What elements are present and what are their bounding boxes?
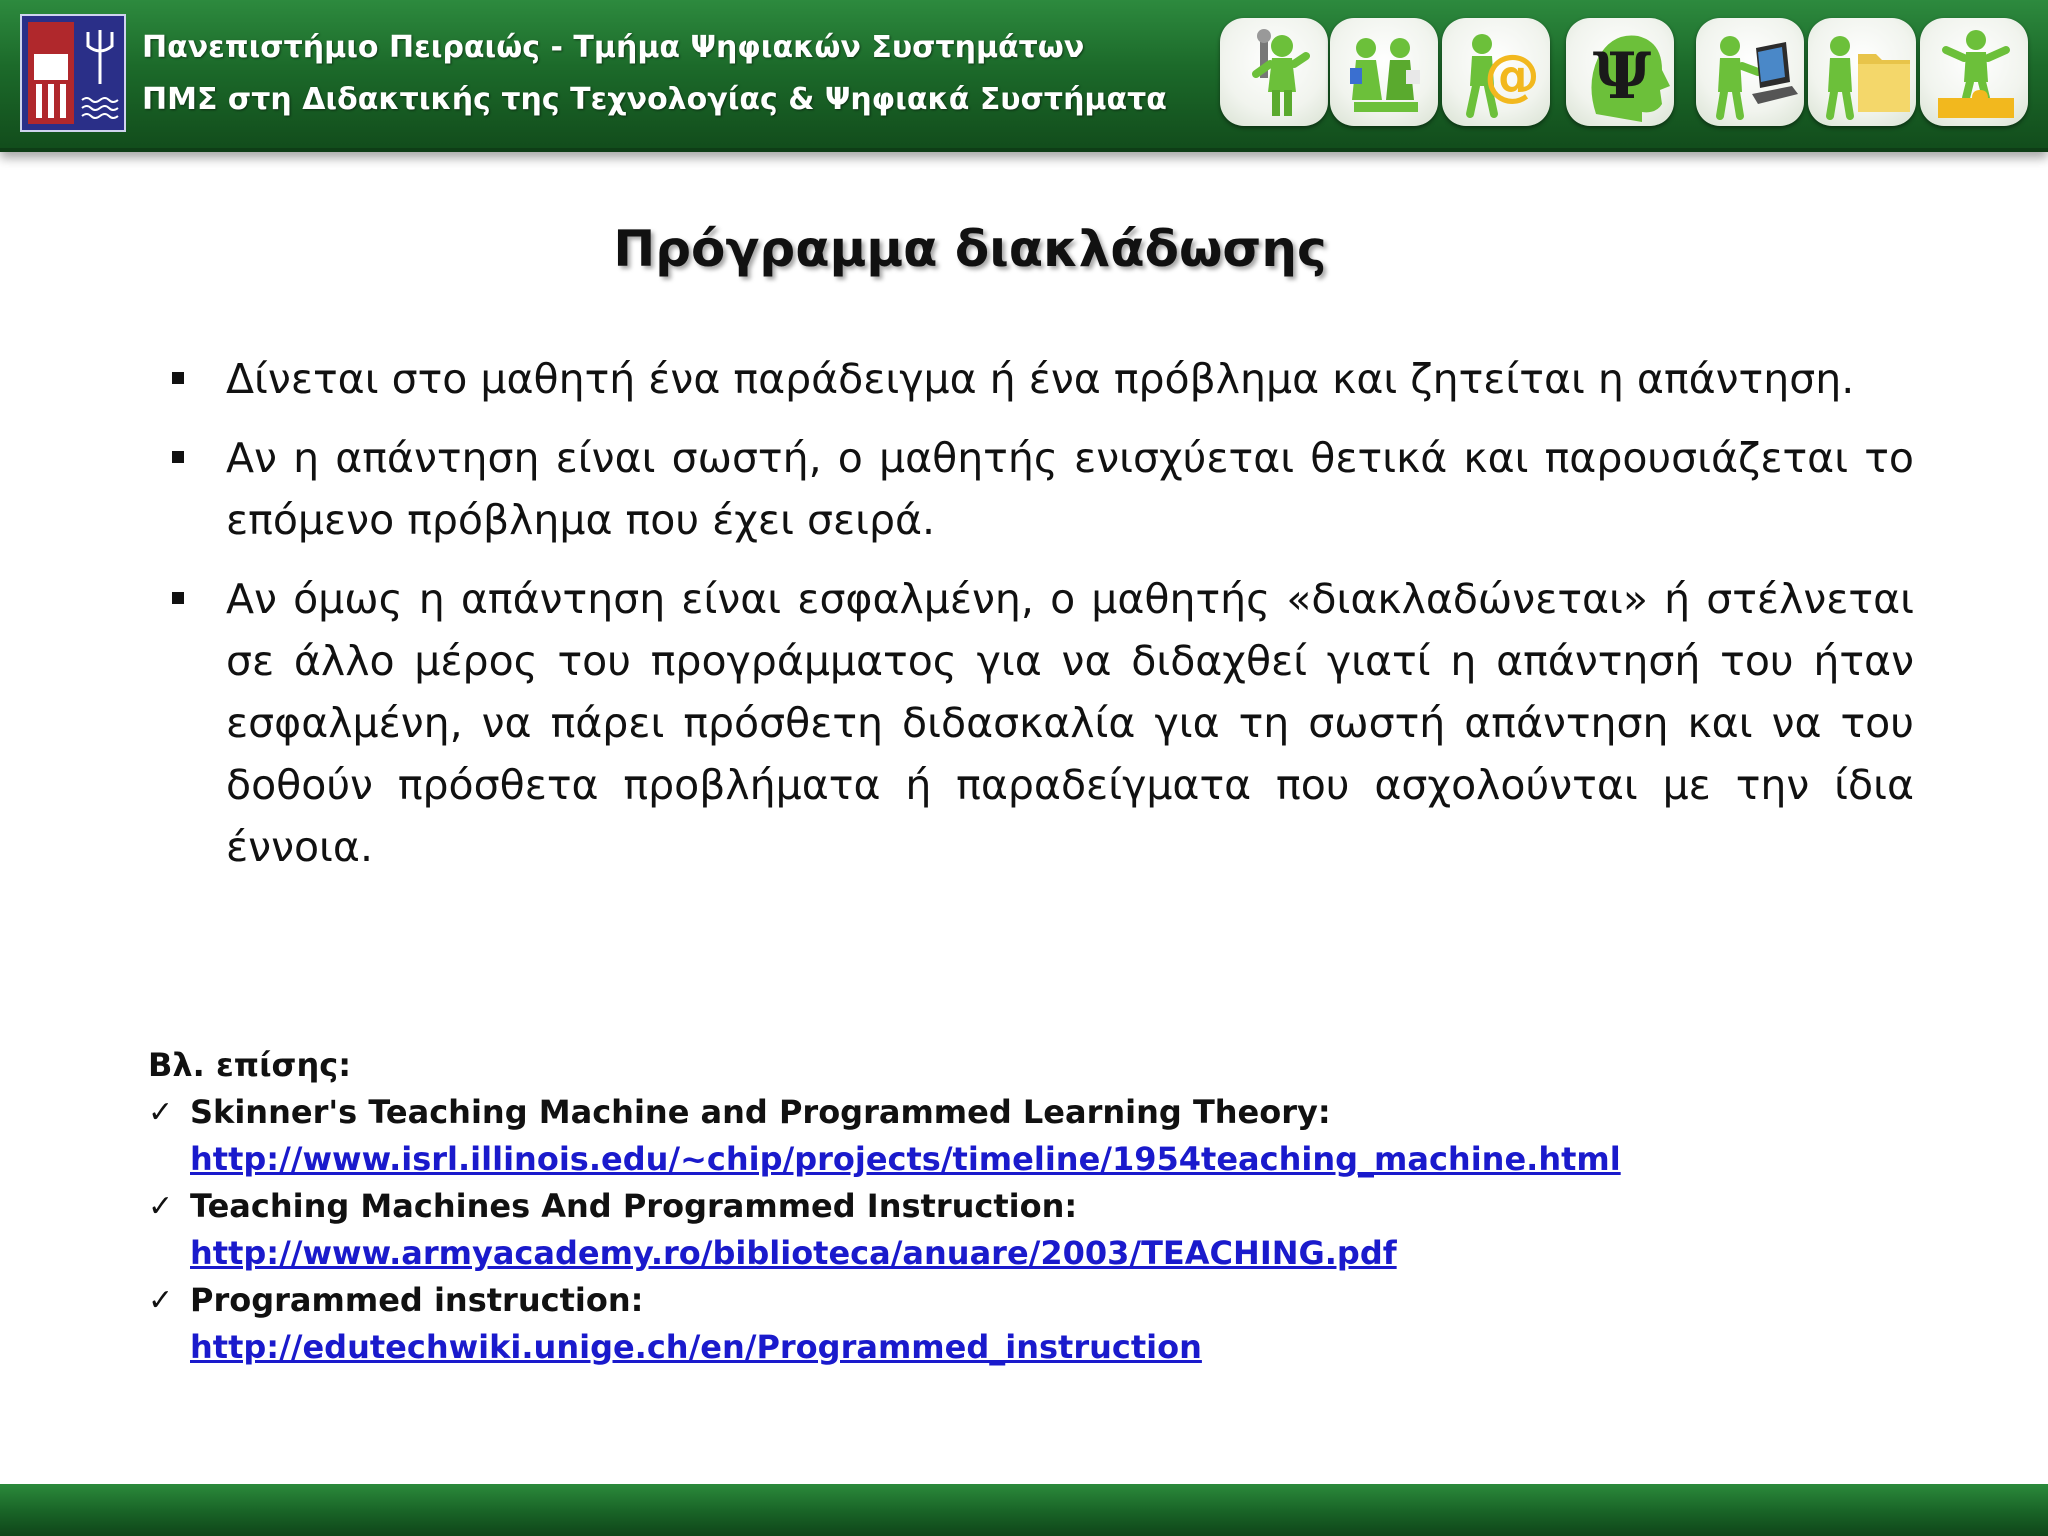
reference-link[interactable]: http://www.armyacademy.ro/biblioteca/anuare/2003/TEACHING.pdf xyxy=(190,1234,1397,1272)
reference-item xyxy=(148,1183,2008,1277)
bullet-list xyxy=(164,348,1914,895)
bullet-item xyxy=(164,348,1914,410)
psi-head-icon xyxy=(1566,18,1674,126)
checkmark-icon: ✓ xyxy=(148,1189,174,1224)
at-sign-figure-icon xyxy=(1442,18,1550,126)
square-bullet-icon xyxy=(172,451,184,463)
folder-figure-icon xyxy=(1808,18,1916,126)
bullet-text: Αν η απάντηση είναι σωστή, ο μαθητής ενισχύεται θετικά και παρουσιάζεται το επόμενο πρόβλημα που έχει σειρά. xyxy=(226,434,1914,544)
reference-item xyxy=(148,1089,2008,1183)
reference-item xyxy=(148,1277,2008,1371)
bullet-text: Δίνεται στο μαθητή ένα παράδειγμα ή ένα πρόβλημα και ζητείται η απάντηση. xyxy=(226,355,1855,403)
reference-link[interactable]: http://edutechwiki.unige.ch/en/Programmed_instruction xyxy=(190,1328,1202,1366)
reference-link[interactable]: http://www.isrl.illinois.edu/~chip/projects/timeline/1954teaching_machine.html xyxy=(190,1140,1621,1178)
program-title: ΠΜΣ στη Διδακτικής της Τεχνολογίας & Ψηφιακά Συστήματα xyxy=(142,82,1167,117)
header-banner xyxy=(0,0,2048,152)
reference-title: Teaching Machines And Programmed Instruction: xyxy=(190,1187,1078,1225)
square-bullet-icon xyxy=(172,372,184,384)
reference-title: Skinner's Teaching Machine and Programmed Learning Theory: xyxy=(190,1093,1331,1131)
reference-title: Programmed instruction: xyxy=(190,1281,644,1319)
checkmark-icon: ✓ xyxy=(148,1283,174,1318)
bullet-text: Αν όμως η απάντηση είναι εσφαλμένη, ο μαθητής «διακλαδώνεται» ή στέλνεται σε άλλο μέρος του προγράμματος για να διδαχθεί γιατί η απάντησή του ήταν εσφαλμένη, να πάρει πρόσθετη διδασκαλία για τη σωστή απάντηση και να του δοθούν πρόσθετα προβλήματα ή παραδείγματα που ασχολούνται με την ίδια έννοια. xyxy=(226,575,1914,871)
laptop-figure-icon xyxy=(1696,18,1804,126)
bullet-item xyxy=(164,427,1914,551)
university-department-title: Πανεπιστήμιο Πειραιώς - Τμήμα Ψηφιακών Συστημάτων xyxy=(142,30,1085,65)
svg-text:Ψ: Ψ xyxy=(1592,39,1652,114)
puzzle-figure-icon xyxy=(1920,18,2028,126)
university-logo xyxy=(20,14,126,132)
reading-figures-icon xyxy=(1330,18,1438,126)
bullet-item xyxy=(164,568,1914,878)
slide-title: Πρόγραμμα διακλάδωσης xyxy=(613,220,1327,278)
footer-bar xyxy=(0,1484,2048,1536)
checkmark-icon: ✓ xyxy=(148,1095,174,1130)
svg-text:@: @ xyxy=(1484,43,1540,108)
square-bullet-icon xyxy=(172,592,184,604)
references-heading: Βλ. επίσης: xyxy=(148,1046,351,1084)
references-section xyxy=(148,1042,2008,1371)
microphone-figure-icon xyxy=(1220,18,1328,126)
